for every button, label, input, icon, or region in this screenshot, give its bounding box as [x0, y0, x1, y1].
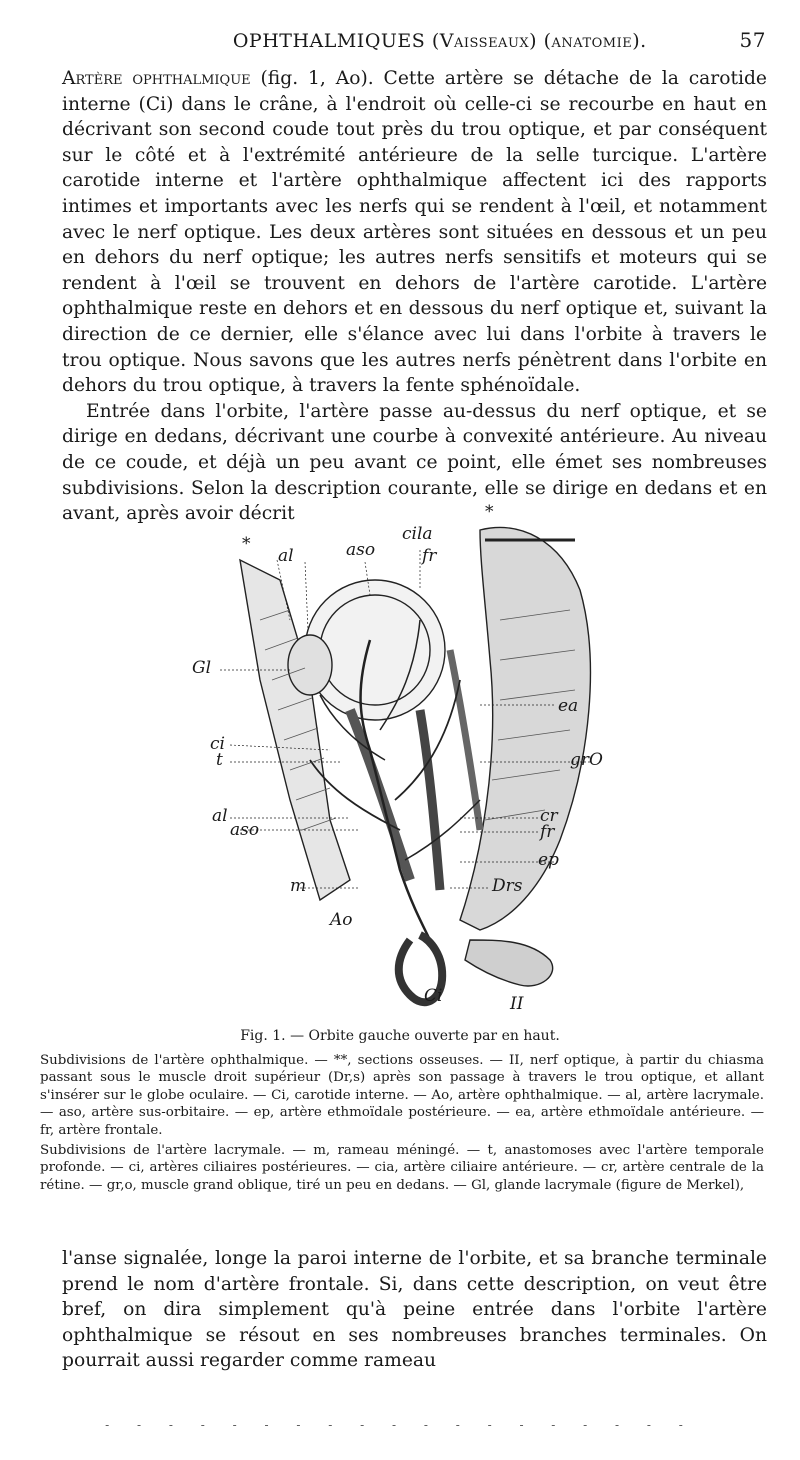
label-al-top: al	[278, 546, 294, 566]
orbit-engraving	[180, 500, 620, 1020]
running-head	[60, 28, 766, 52]
page-number: 57	[739, 28, 766, 52]
label-ii: II	[510, 994, 524, 1014]
legend-paragraph-2: Subdivisions de l'artère lacrymale. — m, rameau méningé. — t, anastomoses avec l'artère temporale profonde. — ci, artères ciliaires postérieures. — cia, artère ciliaire antérieure. — cr, artère centrale de la rétine. — gr,o, muscle grand oblique, tiré un peu en dedans. — Gl, glande lacrymale (figure de Merkel),	[40, 1143, 764, 1193]
bottom-rule-dots: - - - - - - - - - - - - - - - - - - -	[105, 1418, 695, 1432]
label-ci-bottom: Ci	[424, 986, 443, 1006]
intro-paragraph-2: Entrée dans l'orbite, l'artère passe au-dessus du nerf optique, et se dirige en dedans, décrivant une courbe à convexité antérieure. Au niveau de ce coude, et déjà un peu avant ce point, elle émet ses nombreuses subdivisions. Selon la description courante, elle se dirige en dedans et en avant, après avoir décrit	[62, 400, 767, 525]
legend-paragraph-1: Subdivisions de l'artère ophthalmique. — **, sections osseuses. — II, nerf optique, à partir du chiasma passant sous le muscle droit supérieur (Dr,s) après son passage à travers le trou optique, et allant s'insérer sur le globe oculaire. — Ci, carotide interne. — Ao, artère ophthalmique. — al, artère lacrymale. — aso, artère sus-orbitaire. — ep, artère ethmoïdale postérieure. — ea, artère ethmoïdale antérieure. — fr, artère frontale.	[40, 1053, 764, 1138]
label-ci-left: ci	[210, 734, 225, 754]
label-aso-top: aso	[346, 540, 376, 560]
label-m: m	[290, 876, 307, 896]
intro-paragraph-1-text: (fig. 1, Ao). Cette artère se détache de la carotide interne (Ci) dans le crâne, à l'endroit où celle-ci se recourbe en haut en décrivant son second coude tout près du trou optique, et par conséquent sur le côté et à l'extrémité antérieure de la selle turcique. L'artère carotide interne et l'artère ophthalmique affectent ici des rapports intimes et importants avec les nerfs qui se rendent à l'œil, et notamment avec le nerf optique. Les deux artères sont situées en dessous et un peu en dehors du nerf optique; les autres nerfs sensitifs et moteurs qui se rendent à l'œil se trouvent en dehors de l'artère carotide. L'artère ophthalmique reste en dehors et en dessous du nerf optique et, suivant la direction de ce dernier, elle s'élance avec lui dans l'orbite à travers le trou optique. Nous savons que les autres nerfs pénètrent dans l'orbite en dehors du trou optique, à travers la fente sphénoïdale.	[62, 68, 767, 397]
label-al-mid: al	[212, 806, 228, 826]
label-ao: Ao	[330, 910, 353, 930]
label-fr-top: fr	[422, 546, 437, 566]
label-ep: ep	[538, 850, 559, 870]
label-t: t	[216, 750, 223, 770]
label-fr-mid: fr	[540, 822, 555, 842]
intro-text	[62, 66, 767, 527]
label-cr: cr	[540, 806, 558, 826]
intro-paragraph-1	[62, 66, 767, 399]
label-cila: cila	[402, 524, 433, 544]
figure-legend	[40, 1052, 764, 1197]
label-aso-mid: aso	[230, 820, 260, 840]
running-head-title: OPHTHALMIQUES (Vaisseaux) (anatomie).	[232, 30, 647, 52]
label-drs: Drs	[492, 876, 523, 896]
anatomical-figure	[180, 500, 620, 1020]
label-star-top: *	[485, 502, 494, 522]
closing-text	[62, 1246, 767, 1374]
label-gro: grO	[570, 750, 603, 770]
figure-caption: Fig. 1. — Orbite gauche ouverte par en haut.	[240, 1028, 560, 1044]
label-gl: Gl	[192, 658, 212, 678]
label-star-left: *	[242, 534, 251, 554]
label-ea: ea	[558, 696, 579, 716]
closing-paragraph: l'anse signalée, longe la paroi interne de l'orbite, et sa branche terminale prend le nom d'artère frontale. Si, dans cette description, on veut être bref, on dira simplement qu'à peine entrée dans l'orbite l'artère ophthalmique se résout en ses nombreuses branches terminales. On pourrait aussi regarder comme rameau	[62, 1248, 767, 1372]
section-lead-term: Artère ophthalmique	[62, 68, 251, 89]
